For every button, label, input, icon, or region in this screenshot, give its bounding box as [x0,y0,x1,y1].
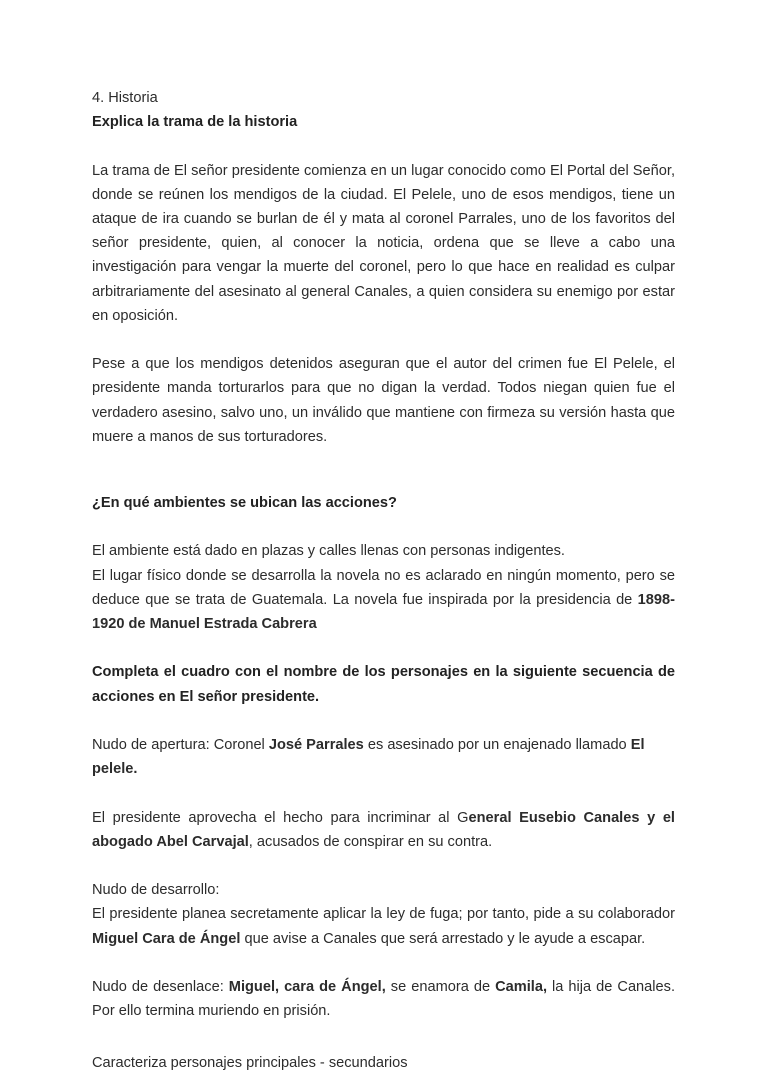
ambiente-line-one: El ambiente está dado en plazas y calles llenas con personas indigentes. [92,543,565,560]
nudo-apertura-paragraph [92,733,675,781]
characters-canales-carvajal: eneral Eusebio Canales y el abogado Abel Carvajal [92,809,675,850]
spacer [92,636,675,660]
desenlace-text-1: Nudo de desenlace: [92,978,229,995]
character-el-pelele: El pelele. [92,737,645,778]
desarrollo-text-1: El presidente planea secretamente aplicar la ley de fuga; por tanto, pide a su colaborador [92,906,675,923]
incrimina-text-1: El presidente aprovecha el hecho para incriminar al G [92,809,469,826]
ambiente-line-two [92,564,675,637]
paragraph-mendigos: Pese a que los mendigos detenidos aseguran que el autor del crimen fue El Pelele, el presidente manda torturarlos para que no digan la verdad. Todos niegan quien fue el verdadero asesino, salvo uno, un inválido que mantiene con firmeza su versión hasta que muere a manos de sus torturadores. [92,356,675,445]
nudo-desenlace-paragraph [92,975,675,1023]
section-number-title: 4. Historia [92,90,158,106]
spacer [92,1023,675,1051]
spacer [92,449,675,491]
character-miguel-angel: Miguel, cara de Ángel, [228,978,386,995]
nudo-desarrollo-paragraph [92,902,675,950]
nudo-apertura-text-2: es asesinado por un enajenado llamado [363,737,631,753]
question-ambientes: ¿En qué ambientes se ubican las acciones? [92,495,397,512]
document-body [92,86,675,1076]
nudo-desarrollo-label: Nudo de desarrollo: [92,882,220,899]
section-heading: Explica la trama de la historia [92,114,298,131]
paragraph-trama: La trama de El señor presidente comienza en un lugar conocido como El Portal del Señor, donde se reúnen los mendigos de la ciudad. El Pelele, uno de esos mendigos, tiene un ataque de ira cuando se burlan de él y mata al coronel Parrales, uno de los favoritos del señor presidente, quien, al conocer la noticia, ordena que se lleve a cabo una investigación para vengar la muerte del coronel, pero lo que hace en realidad es culpar arbitrariamente del asesinato al general Canales, a quien considera su enemigo por estar en oposición. [92,162,675,324]
spacer [92,328,675,352]
ambiente-bold-text: 1898-1920 de Manuel Estrada Cabrera [92,591,675,633]
character-jose-parrales: José Parrales [268,737,364,753]
instruction-heading: Completa el cuadro con el nombre de los personajes en la siguiente secuencia de acciones en El señor presidente. [92,664,675,705]
spacer [92,515,675,539]
spacer [92,854,675,878]
spacer [92,951,675,975]
ambiente-plain-text: El lugar físico donde se desarrolla la novela no es aclarado en ningún momento, pero se deduce que se trata de Guatemala. La novela fue inspirada por la presidencia de [92,567,675,608]
presidente-incrimina-paragraph [92,806,675,854]
incrimina-text-2: , acusados de conspirar en su contra. [248,833,493,850]
caracteriza-line: Caracteriza personajes principales - secundarios [92,1055,408,1072]
spacer [92,134,675,158]
nudo-apertura-text-1: Nudo de apertura: Coronel [92,737,269,753]
spacer [92,709,675,733]
spacer [92,781,675,805]
desenlace-text-3: la hija de Canales. Por ello termina muriendo en prisión. [92,978,675,1020]
desarrollo-text-2: que avise a Canales que será arrestado y le ayude a escapar. [240,930,646,947]
character-miguel-cara-de-angel: Miguel Cara de Ángel [92,930,241,947]
character-camila: Camila, [495,978,548,995]
desenlace-text-2: se enamora de [385,978,496,995]
